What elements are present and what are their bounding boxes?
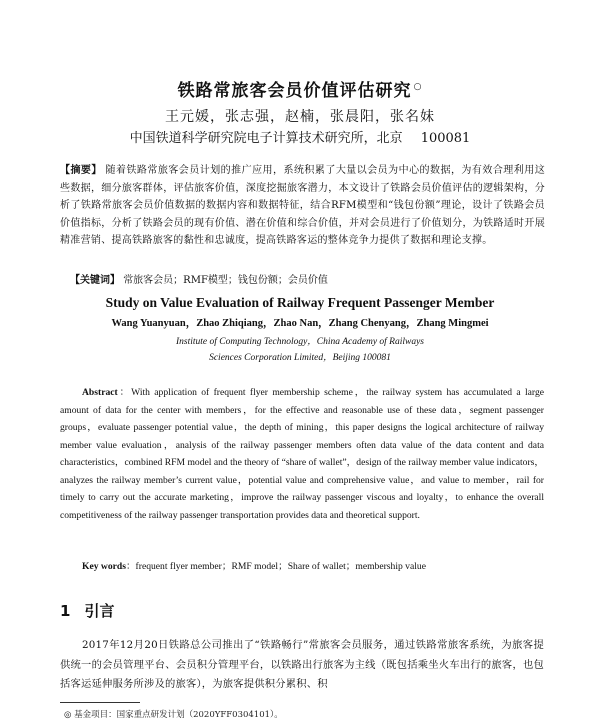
english-abstract-text: ：With application of frequent flyer membership scheme，the railway system has accumulated a large amount of data for the center with members，for the effective and reasonable use of these data，segment passenger groups，evaluate passenger potential value，the depth of mining，this paper designs the logical architecture of railway member value evaluation，analysis of the railway passenger members often data value of the data content and data characteristics，combined RFM model and the theory of “share of wallet”，design of the railway member value indicators，analyzes the railway member’s current value，potential value and comprehensive value，and value to member，rail for timely to carry out the accurate marketing，improve the railway passenger viscous and loyalty，to enhance the overall competitiveness of the railway passenger transportation provides data and theoretical support.: [60, 387, 544, 521]
postal-code: 100081: [420, 131, 471, 146]
chinese-authors: 王元媛，张志强，赵楠，张晨阳，张名妹: [165, 109, 435, 125]
chinese-keywords-text: 常旅客会员；RMF模型；钱包份额；会员价值: [123, 275, 328, 286]
english-keywords-text: ：frequent flyer member；RMF model；Share of wallet；membership value: [125, 561, 426, 572]
chinese-title: [0, 76, 600, 101]
chinese-affiliation: [0, 127, 600, 146]
english-affiliation-line1: Institute of Computing Technology，China Academy of Railways: [175, 337, 425, 347]
english-abstract-label: Abstract: [82, 387, 118, 398]
footnote: ◎ 基金项目：国家重点研发计划（2020YFF0304101）。: [64, 710, 283, 720]
section-number: 1: [60, 602, 71, 620]
english-title: Study on Value Evaluation of Railway Frequent Passenger Member: [105, 295, 495, 310]
chinese-abstract-text: 随着铁路常旅客会员计划的推广应用，系统积累了大量以会员为中心的数据，为有效合理利用这些数据，细分旅客群体，评估旅客价值，深度挖掘旅客潜力，本文设计了铁路会员价值评估的逻辑架构，分析了铁路常旅客会员价值数据的数据内容和数据特征，结合RFM模型和“钱包份额”理论，设计了铁路会员价值指标，分析了铁路会员的现有价值、潜在价值和综合价值，并对会员进行了价值划分，为铁路适时开展精准营销、提高铁路旅客的黏性和忠诚度，提高铁路客运的整体竞争力提供了数据和理论支撑。: [60, 165, 545, 246]
chinese-abstract-label: 【摘要】: [60, 165, 102, 176]
footnote-divider: [60, 702, 140, 703]
chinese-abstract: [60, 162, 545, 250]
section-heading: [60, 600, 114, 621]
section-title: 引言: [84, 602, 115, 620]
english-keywords: [82, 558, 552, 572]
english-affiliation-line2: Sciences Corporation Limited，Beijing 100081: [209, 353, 391, 363]
english-keywords-label: Key words: [82, 561, 126, 572]
chinese-affiliation-text: 中国铁道科学研究院电子计算技术研究所，北京: [129, 131, 403, 146]
english-authors: Wang Yuanyuan，Zhao Zhiqiang，Zhao Nan，Zhang Chenyang，Zhang Mingmei: [111, 318, 489, 329]
chinese-keywords-label: 【关键词】: [70, 275, 120, 286]
chinese-title-text: 铁路常旅客会员价值评估研究: [177, 81, 412, 101]
chinese-keywords: [70, 272, 550, 289]
title-footnote-mark: ○: [413, 82, 423, 93]
english-abstract: [60, 384, 544, 524]
body-paragraph: 2017年12月20日铁路总公司推出了“铁路畅行”常旅客会员服务，通过铁路常旅客系统，为旅客提供统一的会员管理平台、会员积分管理平台，以铁路出行旅客为主线（既包括乘坐火车出行的旅客，也包括客运延伸服务所涉及的旅客），为旅客提供积分累积、积: [60, 639, 544, 690]
